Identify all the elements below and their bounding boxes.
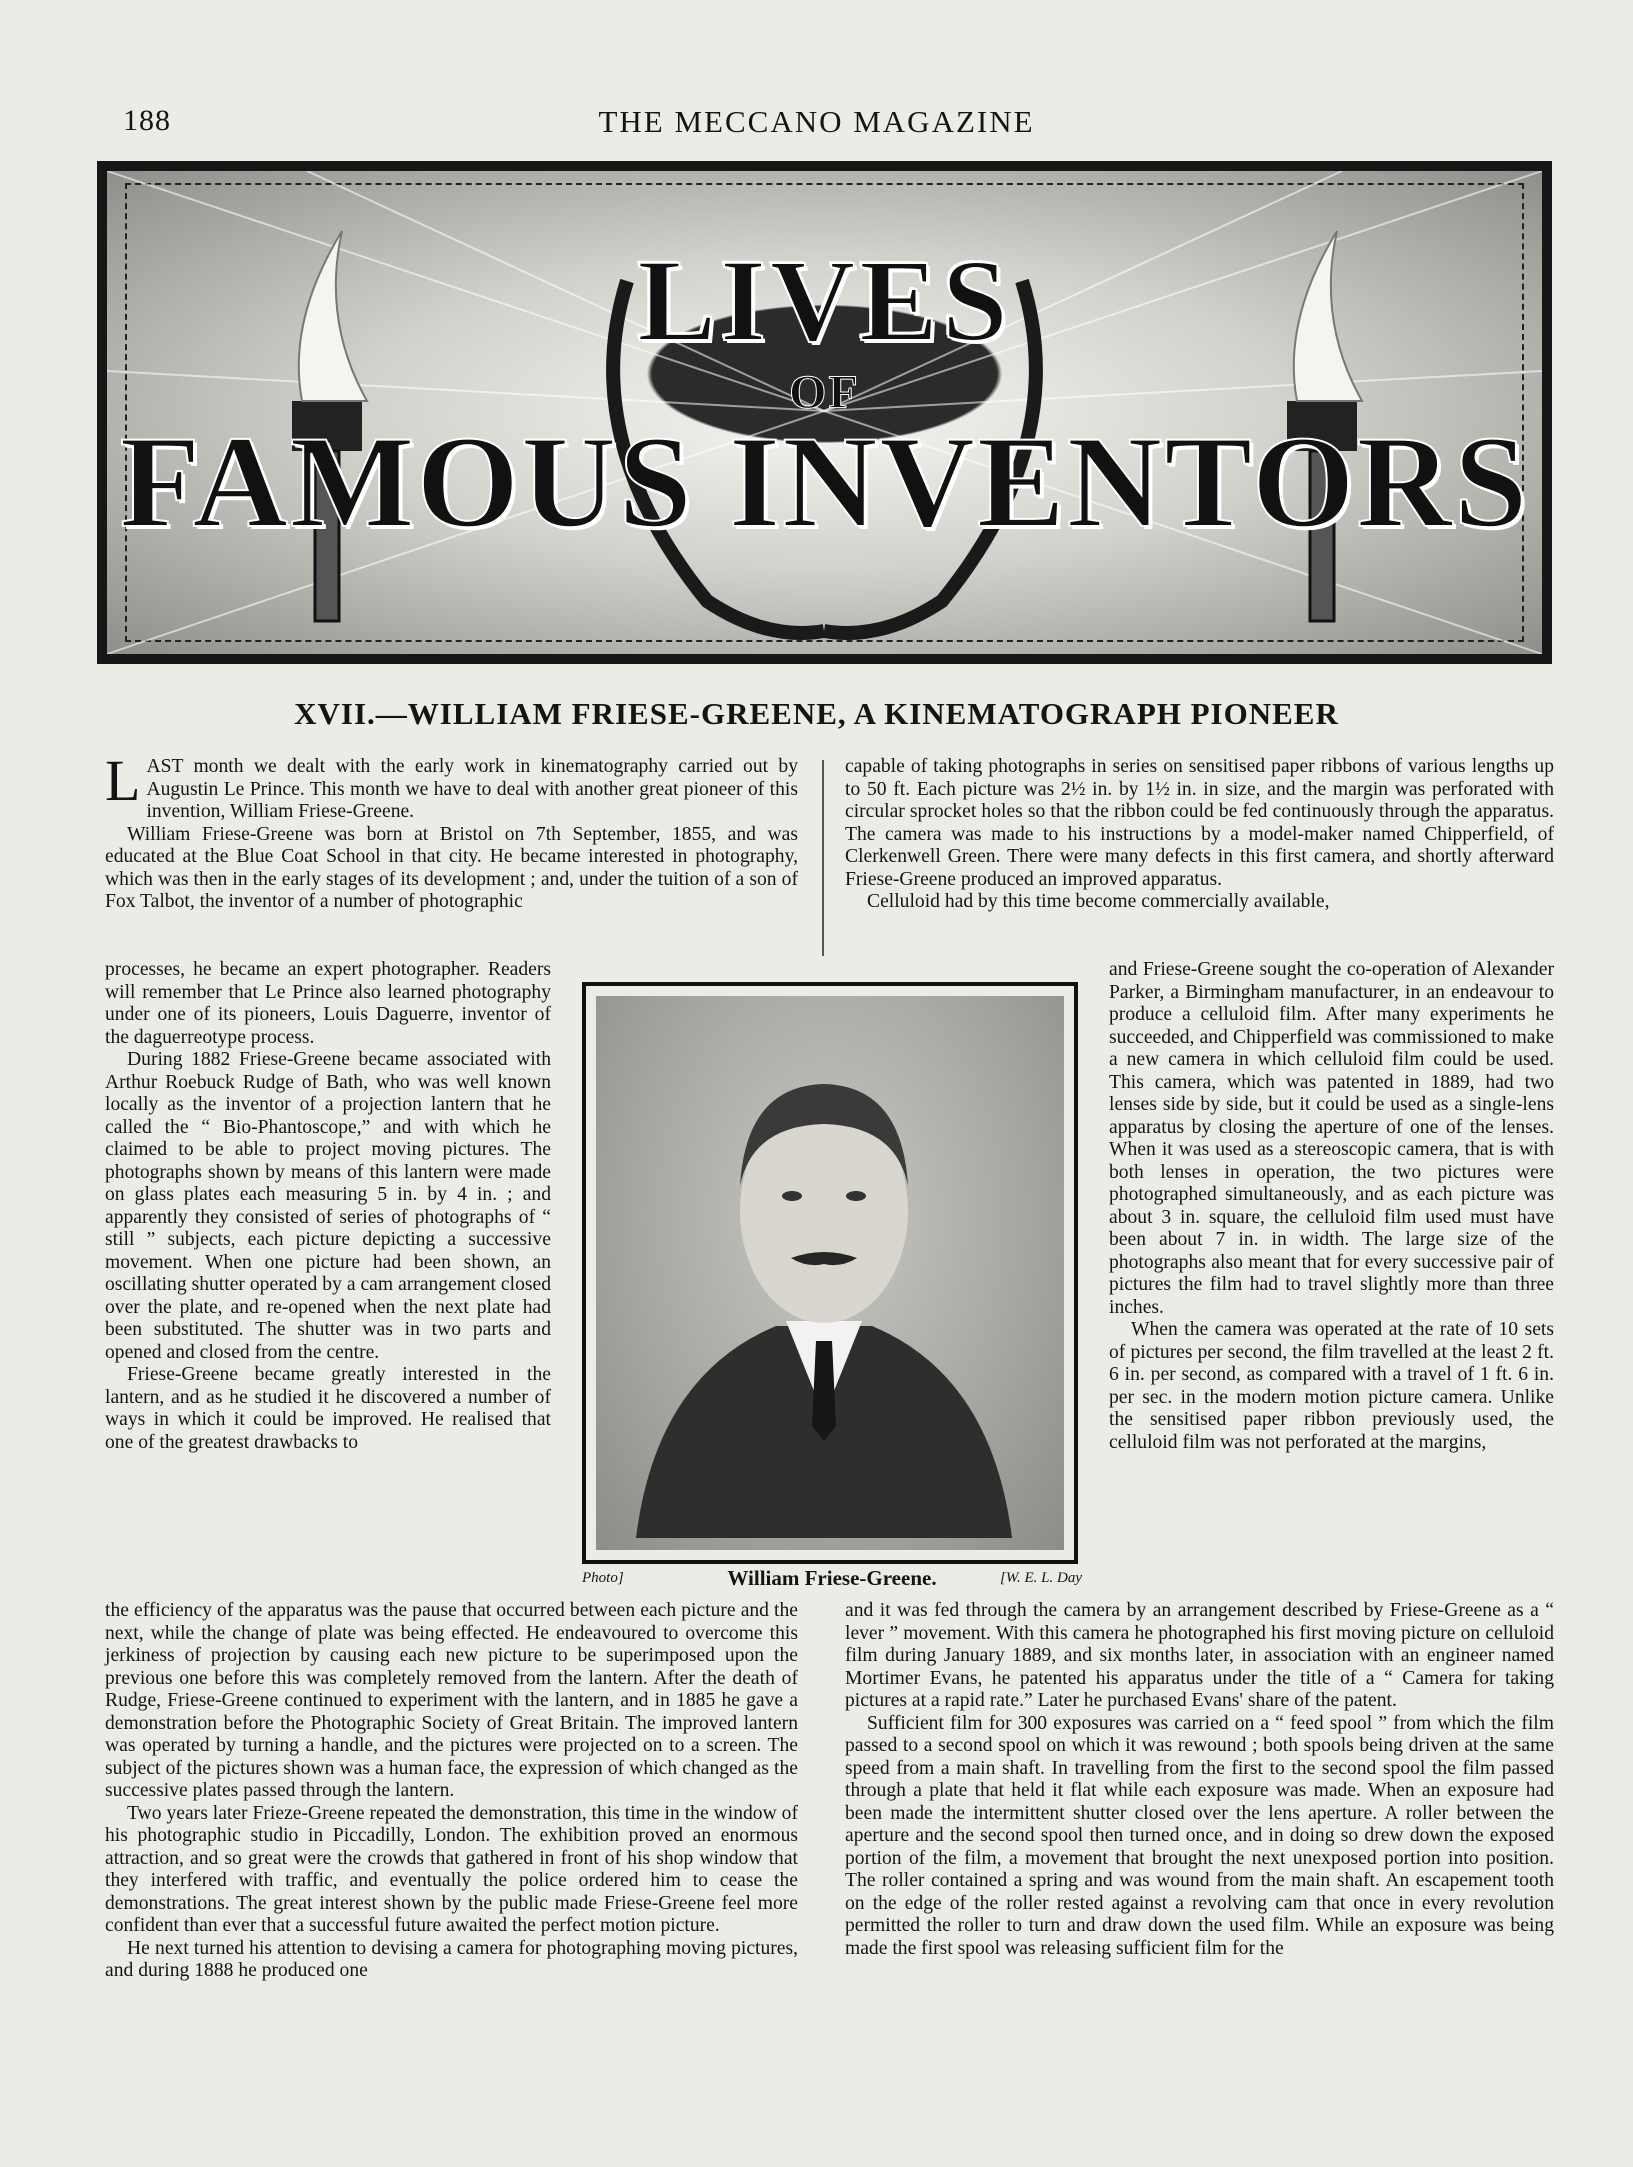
portrait-figure [596, 996, 1052, 1538]
banner-title-famous-inventors: FAMOUS INVENTORS [119, 408, 1530, 555]
paragraph: Friese-Greene became greatly interested in the lantern, and as he studied it he discovered a number of ways in which it could be improved. He realised that one of the greatest drawbacks to [105, 1364, 551, 1453]
paragraph: LAST month we dealt with the early work in kinematography carried out by Augustin Le Prince. This month we have to deal with another great pioneer of this invention, William Friese-Greene. [105, 748, 798, 822]
paragraph: and Friese-Greene sought the co-operation of Alexander Parker, a Birmingham manufacturer, in an endeavour to produce a celluloid film. After many experiments he succeeded, and Chipperfield was commissioned to make a new camera in which celluloid film could be used. This camera, which was patented in 1889, had two lenses side by side, but it could be used as a single-lens apparatus by closing the aperture of one of the lenses. When it was used as a stereoscopic camera, that is with both lenses in operation, the two pictures were photographed simultaneously, and as each picture was about 3 in. square, the celluloid film used must have been about 7 in. in width. The large size of the photographs also meant that for every successive pair of pictures the film had to travel slightly more than three inches. [1109, 959, 1554, 1318]
drop-cap: L [105, 748, 141, 813]
paragraph: Celluloid had by this time become commercially available, [867, 891, 1330, 912]
title-banner [97, 161, 1552, 664]
banner-title-of: OF [789, 366, 860, 419]
article-title: XVII.—WILLIAM FRIESE-GREENE, A KINEMATOGRAPH PIONEER [294, 696, 1339, 731]
left-column-bottom [105, 1600, 798, 1983]
right-column-bottom [845, 1600, 1554, 1960]
column-divider [822, 760, 824, 956]
right-column-middle [1109, 959, 1554, 1454]
photo-credit-left: Photo] [582, 1570, 624, 1586]
banner-title-lives: LIVES [637, 235, 1012, 366]
left-column-top [105, 748, 798, 914]
portrait-photo [582, 982, 1078, 1564]
photo-credit-right: [W. E. L. Day [1000, 1570, 1082, 1586]
paragraph: When the camera was operated at the rate of 10 sets of pictures per second, the film travelled at the least 2 ft. 6 in. per second, as compared with a travel of 1 ft. 6 in. per sec. in the modern motion picture camera. Unlike the sensitised paper ribbon previously used, the celluloid film was not perforated at the margins, [1109, 1319, 1554, 1453]
photo-caption [582, 1566, 1082, 1592]
paragraph: the efficiency of the apparatus was the pause that occurred between each picture and the next, while the change of plate was being effected. He endeavoured to overcome this jerkiness of projection by causing each new picture to be superimposed upon the previous one before this was completely removed from the lantern. After the death of Rudge, Friese-Greene continued to experiment with the lantern, and in 1885 he gave a demonstration before the Photographic Society of Great Britain. The improved lantern was operated by turning a handle, and the pictures were projected on to a screen. The subject of the pictures shown was a human face, the expression of which changed as the successive plates passed through the lantern. [105, 1600, 798, 1801]
paragraph: He next turned his attention to devising a camera for photographing moving pictures, and during 1888 he produced one [105, 1937, 798, 1981]
portrait-image [596, 996, 1064, 1550]
paragraph: and it was fed through the camera by an arrangement described by Friese-Greene as a “ lever ” movement. With this camera he photographed his first moving picture on celluloid film during January 1889, and six months later, in association with an engineer named Mortimer Evans, he patented his apparatus under the title of a “ Camera for taking pictures at a rapid rate.” Later he purchased Evans' share of the patent. [845, 1600, 1554, 1711]
paragraph: William Friese-Greene was born at Bristol on 7th September, 1855, and was educated at the Blue Coat School in that city. He became interested in photography, which was then in the early stages of its development ; and, under the tuition of a son of Fox Talbot, the inventor of a number of photographic [105, 823, 798, 912]
left-column-middle [105, 959, 551, 1454]
paragraph: processes, he became an expert photographer. Readers will remember that Le Prince also learned photography under one of its pioneers, Louis Daguerre, inventor of the daguerreotype process. [105, 959, 551, 1048]
paragraph: Two years later Frieze-Greene repeated the demonstration, this time in the window of his photographic studio in Piccadilly, London. The exhibition proved an enormous attraction, and so great were the crowds that gathered in front of his shop window that they interfered with traffic, and eventually the police ordered him to cease the demonstrations. The great interest shown by the public made Friese-Greene feel more confident than ever that a successful future awaited the perfect motion picture. [105, 1802, 798, 1936]
running-head: THE MECCANO MAGAZINE [598, 104, 1035, 139]
photo-caption-name: William Friese-Greene. [727, 1566, 937, 1590]
paragraph: Sufficient film for 300 exposures was carried on a “ feed spool ” from which the film passed to a second spool on which it was rewound ; both spools being driven at the same speed from a main shaft. In travelling from the first to the second spool the film passed through a plate that held it flat while each exposure was made. When an exposure had been made the intermittent shutter closed over the lens aperture. A roller between the aperture and the second spool then turned once, and in doing so drew down the exposed portion of the film, a movement that brought the next unexposed portion into position. The roller contained a spring and was wound from the main shaft. An escapement tooth on the edge of the roller rested against a revolving cam that once in every revolution permitted the roller to turn and draw down the used film. While an exposure was being made the first spool was releasing sufficient film for the [845, 1712, 1554, 1959]
page-number: 188 [123, 104, 171, 137]
paragraph: During 1882 Friese-Greene became associated with Arthur Roebuck Rudge of Bath, who was well known locally as the inventor of a projection lantern that he called the “ Bio-Phantoscope,” and with which he claimed to be able to project moving pictures. The photographs shown by means of this lantern were made on glass plates each measuring 5 in. by 4 in. ; and apparently they consisted of series of photographs of “ still ” subjects, each picture depicting a successive movement. When one picture had been shown, an oscillating shutter operated by a cam arrangement closed over the plate, and re-opened when the next plate had been substituted. The shutter was in two parts and opened and closed from the centre. [105, 1049, 551, 1363]
right-column-top [845, 756, 1554, 914]
paragraph: capable of taking photographs in series on sensitised paper ribbons of various lengths up to 50 ft. Each picture was 2½ in. by 1½ in. in size, and the margin was perforated with circular sprocket holes so that the ribbon could be fed continuously through the apparatus. The camera was made to his instructions by a model-maker named Chipperfield, of Clerkenwell Green. There were many defects in this first camera, and shortly afterward Friese-Greene produced an improved apparatus. [845, 756, 1554, 890]
